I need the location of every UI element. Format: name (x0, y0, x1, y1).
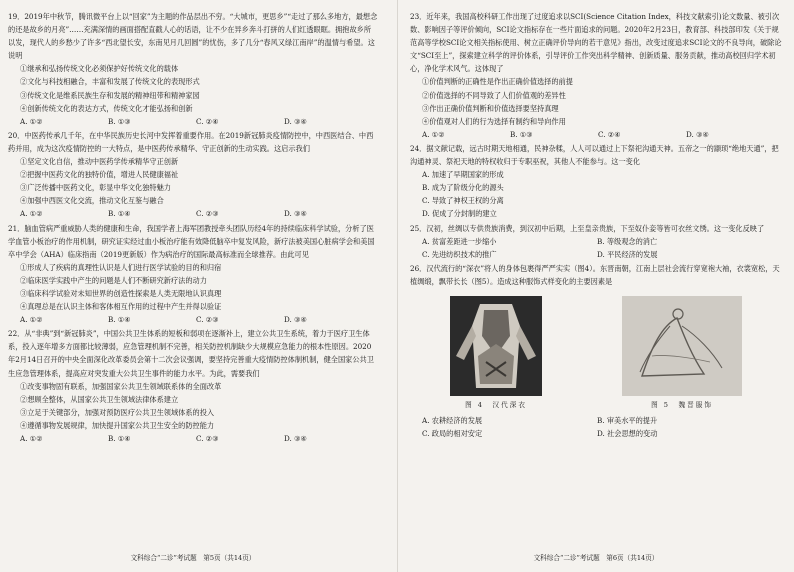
choice-c: C. 政局的相对安定 (422, 429, 483, 439)
statement-4: ④加强中西医文化交流，推动文化互鉴与融合 (20, 196, 164, 206)
question-stem: 26．汉代流行的“深衣”将人的身体包裹得严严实实（图4）。东晋南朝，江南上层社会流行穿宽袍大袖，衣裳宽松，天植绸缎，飘带长长（图5）。造成这种服饰式样变化的主要因素是 (410, 263, 780, 286)
choice-d: D. ③④ (284, 315, 307, 325)
question-stem: 21．脑血管病严重威胁人类的健康和生命，我国学者上海军团教授牵头团队历经4年的持续临床科学试验，分析了医学血管小板治疗的作用机制，研究证实经过血小板治疗能有效降低脑卒中复发风险，新疗法被美国心脏病学会和美国卒中学会（AHA）临床指南（2019更新版）作为病治疗的国际最高标准而全球推荐。由此可见 (8, 223, 375, 259)
statement-3: ③立足于关键部分，加强对预防医疗公共卫生领域体系的投入 (20, 407, 215, 417)
answer-choices (422, 235, 782, 261)
choice-b: B. ①③ (108, 116, 131, 126)
figure-5 (622, 296, 742, 412)
statement-4: ④价值观对人们的行为选择有制约和导向作用 (422, 116, 566, 126)
answer-choices (20, 115, 378, 128)
answer-choices (20, 313, 378, 326)
statement-2: ②临床医学实践中产生的问题是人们不断研究新疗法的动力 (20, 275, 207, 285)
choice-b: B. ①③ (510, 129, 533, 139)
choice-d: D. 社会思想的变动 (597, 429, 658, 439)
question-stem: 25．汉初，丝绸以专供贵族消费，到汉初中后期，上至皇亲贵族，下至奴仆妾等皆可衣丝文绣。这一变化反映了 (410, 223, 765, 233)
choice-d: D. ③④ (284, 434, 307, 443)
statement-1: ①改变事物固有联系，加强国家公共卫生领域联系体的全面改革 (20, 381, 222, 391)
choice-a: A. ①② (422, 129, 445, 139)
column-divider (397, 0, 398, 572)
wei-jin-costume-image (622, 296, 742, 396)
choice-c: C. ②④ (196, 116, 219, 126)
choice-a: A. ①② (20, 315, 43, 325)
choice-c: C. ②③ (196, 434, 219, 443)
answer-choices (422, 128, 782, 141)
choice-b: B. ①④ (108, 315, 131, 325)
question-stem: 19．2019年中秋节，腾讯微平台上以“回家”为主题的作品层出不穷。“大城市，更思乡”“走过了那么多地方，最想念的还是故乡的月亮”……充满深情的画面搭配直戳人心的话语，让不少在异乡奔斗打拼的人们红透眼眶。拥抱故乡所以发，现代人的乡愁少了许多“西北望长安，东南见月几回圆”的忧伤，多了几分“春风又绿江南岸”的温情与希望。这说明 (8, 12, 378, 61)
statement-1: ①价值判断的正确性是作出正确价值选择的前提 (422, 77, 573, 87)
question-stem: 23．近年来，我国高校科研工作出现了过度追求以SCI(Science Citation Index，科技文献索引)论文数量、被引次数、影响因子等评价倾向，SCI论文指标存在一些片面追求的问题。2020年2月23日，教育部、科技部印发《关于规范高等学校SCI论文相关指标使用、树立正确评价导向的若干意见》指出，改变过度追求SCI论文的不良导向，破除论文“SCI至上”，探索建立科学的评价体系，引导评价工作突出科学精神、创新质量、服务贡献，推动高校回归学术初心，净化学术风气。这体现了 (410, 12, 782, 74)
statement-1: ①继承和弘扬传统文化必须保护好传统文化的载体 (20, 64, 179, 74)
choice-a: A. ①② (20, 434, 43, 443)
choice-c: C. ②③ (196, 209, 219, 219)
statement-2: ②价值选择的不同导致了人们价值观的差异性 (422, 90, 566, 100)
figure-5-caption: 图 5 魏晋服饰 (651, 400, 713, 409)
choice-b: B. ①④ (108, 209, 131, 219)
figure-4 (450, 296, 542, 412)
choice-a: A. ①② (20, 116, 43, 126)
statement-3: ③广泛传播中医药文化，彰显中华文化独特魅力 (20, 183, 171, 193)
choice-b: B. 成为了阶级分化的源头 (422, 183, 504, 193)
question-22 (8, 327, 378, 445)
choice-a: A. 加速了早期国家的形成 (422, 170, 504, 180)
choice-b: B. 等级观念的消亡 (597, 236, 658, 246)
choice-b: B. 审美水平的提升 (597, 416, 658, 426)
figure-4-caption: 图 4 汉代深衣 (465, 400, 527, 409)
statement-4: ④真理总是在认识主体和客体相互作用的过程中产生并得以验证 (20, 302, 222, 312)
answer-choices (422, 414, 782, 440)
statement-3: ③传统文化是维系民族生存和发展的精神纽带和精神家园 (20, 90, 200, 100)
statement-4: ④创新传统文化的表达方式，传统文化才能弘扬和创新 (20, 103, 193, 113)
choice-a: A. 农耕经济的发展 (422, 416, 483, 426)
statement-2: ②文化与科技相融合，丰富和发展了传统文化的表现形式 (20, 77, 200, 87)
choice-d: D. ③④ (686, 129, 709, 139)
answer-choices (20, 207, 378, 220)
left-column (8, 10, 378, 446)
question-24 (410, 142, 782, 221)
choice-d: D. 平民经济的发展 (597, 249, 658, 259)
statement-1: ①坚定文化自信，推动中医药学传承精华守正创新 (20, 157, 179, 167)
statement-3: ③作出正确价值判断和价值选择要坚持真理 (422, 103, 559, 113)
choice-a: A. 贫富差距进一步缩小 (422, 236, 497, 246)
answer-choices (20, 432, 378, 445)
choice-d: D. ③④ (284, 116, 307, 126)
question-stem: 20．中医药传承几千年，在中华民族历史长河中发挥着重要作用。在2019新冠肺炎疫情防控中，中西医结合、中西药并用，成为这次疫情防控的一大特点，是中医药传承精华、守正创新的生动实践。这启示我们 (8, 130, 374, 153)
question-20 (8, 129, 378, 221)
choice-a: A. ①② (20, 209, 43, 219)
statement-2: ②把握中医药文化的独特价值，增进人民健康福祉 (20, 170, 179, 180)
question-26 (410, 262, 782, 440)
statement-3: ③临床科学试验对未知世界的创造性探索是人类无限地认识真理 (20, 288, 222, 298)
choice-c: C. 先进纺织技术的推广 (422, 249, 497, 259)
han-robe-image (450, 296, 542, 396)
question-21 (8, 222, 378, 327)
choice-d: D. ③④ (284, 209, 307, 219)
question-25 (410, 222, 782, 261)
question-23 (410, 10, 782, 141)
statement-4: ④遵循事物发展规律，加快提升国家公共卫生安全的防控能力 (20, 420, 215, 430)
statement-1: ①形成人了疾病的真理性认识是人们进行医学试验的目的和归宿 (20, 262, 222, 272)
question-stem: 24．据文献记载，远古时期天地相通，民神杂糅，人人可以通过上下祭祀沟通天神。五帝之一的颛顼“绝地天通”，把沟通神灵、祭祀天地的特权收归于专职巫祝，其他人不能参与。这一变化 (410, 143, 779, 167)
statement-2: ②想顾全整体，从国家公共卫生领域法律体系建立 (20, 394, 179, 404)
question-19 (8, 10, 378, 128)
choice-b: B. ①④ (108, 434, 131, 443)
choice-c: C. 导致了神权王权的分离 (422, 196, 504, 206)
right-column (410, 10, 782, 441)
choice-c: C. ②④ (598, 129, 621, 139)
question-stem: 22．从“非典”到“新冠肺炎”，中国公共卫生体系的短板和弱项在逐渐补上，建立公共卫生系统，着力于医疗卫生体系，投入逐年增多方面都比较薄弱，应急管理机制不完善，相关防控机制缺少大规模应急能力的根本性原因。2020年2月14日召开的中央全面深化改革委员会第十二次会议强调，要坚持完善重大疫情防控体制机制，健全国家公共卫生应急管理体系，提高应对突发重大公共卫生事件的能力水平。为此，需要我们 (8, 329, 374, 378)
figures (410, 296, 782, 412)
page-footer: 文科综合“二诊”考试题 第5页（共14页） (130, 554, 256, 562)
choice-c: C. ②③ (196, 315, 219, 325)
choice-d: D. 促成了分封制的建立 (422, 209, 497, 219)
page-footer: 文科综合“二诊”考试题 第6页（共14页） (533, 554, 659, 562)
